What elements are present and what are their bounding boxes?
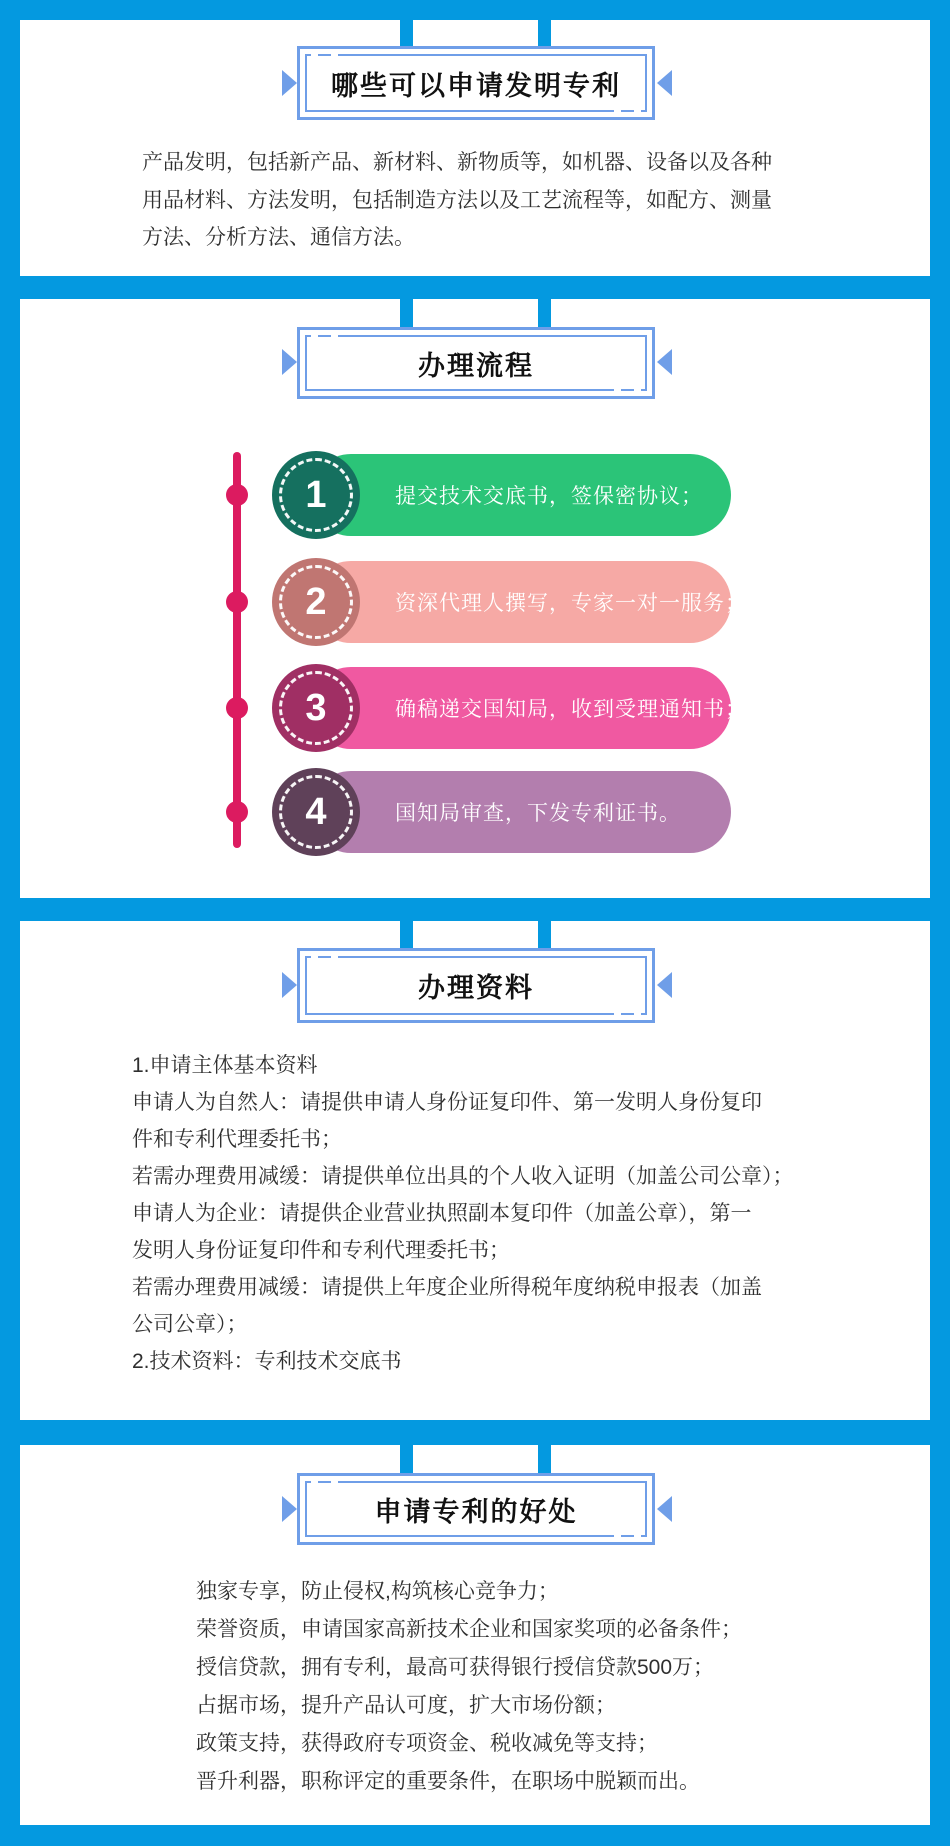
step-number-badge <box>272 768 360 856</box>
step-pill <box>310 454 731 536</box>
paragraph-line: 荣誉资质，申请国家高新技术企业和国家奖项的必备条件； <box>196 1618 742 1641</box>
arrow-left-icon <box>657 70 672 96</box>
arrow-right-icon <box>282 349 297 375</box>
paragraph-line: 申请人为企业：请提供企业营业执照副本复印件（加盖公章），第一 <box>132 1202 752 1225</box>
paragraph-line: 若需办理费用减缓：请提供单位出具的个人收入证明（加盖公司公章）； <box>132 1165 794 1188</box>
arrow-left-icon <box>657 349 672 375</box>
arrow-right-icon <box>282 972 297 998</box>
section-benefits <box>20 1445 930 1825</box>
step-number-badge <box>272 664 360 752</box>
step-number: 3 <box>305 686 327 729</box>
paragraph-line: 公司公章）； <box>132 1313 248 1336</box>
paragraph-line: 方法、分析方法、通信方法。 <box>142 226 415 249</box>
arrow-right-icon <box>282 70 297 96</box>
step-number: 2 <box>305 580 327 623</box>
section-materials <box>20 921 930 1420</box>
arrow-left-icon <box>657 1496 672 1522</box>
section-what-can-apply <box>20 20 930 276</box>
paragraph-line: 件和专利代理委托书； <box>132 1128 342 1151</box>
section-title: 办理流程 <box>418 350 534 381</box>
paragraph-line: 2.技术资料：专利技术交底书 <box>132 1350 402 1373</box>
paragraph-line: 1.申请主体基本资料 <box>132 1054 318 1077</box>
timeline-line <box>233 452 241 848</box>
section-title: 申请专利的好处 <box>374 1496 578 1527</box>
connector-bar <box>400 921 413 948</box>
step-label: 国知局审查，下发专利证书。 <box>395 802 681 825</box>
paragraph-line: 独家专享，防止侵权,构筑核心竞争力； <box>196 1580 559 1603</box>
section-process-flow <box>20 299 930 898</box>
section-paragraph <box>196 1573 742 1801</box>
step-number: 1 <box>305 473 327 516</box>
step-label: 确稿递交国知局，收到受理通知书； <box>395 698 747 721</box>
step-number: 4 <box>305 790 327 833</box>
timeline-dot <box>226 801 248 823</box>
step-pill <box>310 667 747 749</box>
connector-bar <box>538 921 551 948</box>
section-paragraph <box>142 144 772 257</box>
connector-bar <box>538 20 551 46</box>
section-title: 办理资料 <box>418 973 534 1003</box>
paragraph-line: 申请人为自然人：请提供申请人身份证复印件、第一发明人身份复印 <box>132 1091 762 1114</box>
connector-bar <box>400 299 413 327</box>
section-paragraph <box>132 1047 794 1380</box>
timeline-dot <box>226 484 248 506</box>
step-number-badge <box>272 558 360 646</box>
timeline-dot <box>226 591 248 613</box>
title-box <box>297 948 655 1023</box>
title-box <box>297 1473 655 1545</box>
step-pill <box>310 561 747 643</box>
connector-bar <box>538 299 551 327</box>
step-label: 提交技术交底书，签保密协议； <box>395 485 703 508</box>
paragraph-line: 政策支持，获得政府专项资金、税收减免等支持； <box>196 1732 658 1755</box>
paragraph-line: 晋升利器，职称评定的重要条件，在职场中脱颖而出。 <box>196 1770 700 1793</box>
connector-bar <box>400 1445 413 1473</box>
title-box <box>297 327 655 399</box>
step-label: 资深代理人撰写，专家一对一服务； <box>395 592 747 615</box>
section-title: 哪些可以申请发明专利 <box>331 70 621 101</box>
step-pill <box>310 771 731 853</box>
paragraph-line: 产品发明，包括新产品、新材料、新物质等，如机器、设备以及各种 <box>142 151 772 174</box>
step-number-badge <box>272 451 360 539</box>
paragraph-line: 发明人身份证复印件和专利代理委托书； <box>132 1239 510 1262</box>
timeline-dot <box>226 697 248 719</box>
paragraph-line: 授信贷款，拥有专利，最高可获得银行授信贷款500万； <box>196 1656 715 1679</box>
title-box <box>297 46 655 120</box>
arrow-left-icon <box>657 972 672 998</box>
arrow-right-icon <box>282 1496 297 1522</box>
paragraph-line: 若需办理费用减缓：请提供上年度企业所得税年度纳税申报表（加盖 <box>132 1276 762 1299</box>
paragraph-line: 占据市场，提升产品认可度，扩大市场份额； <box>196 1694 616 1717</box>
connector-bar <box>538 1445 551 1473</box>
connector-bar <box>400 20 413 46</box>
paragraph-line: 用品材料、方法发明，包括制造方法以及工艺流程等，如配方、测量 <box>142 188 772 212</box>
